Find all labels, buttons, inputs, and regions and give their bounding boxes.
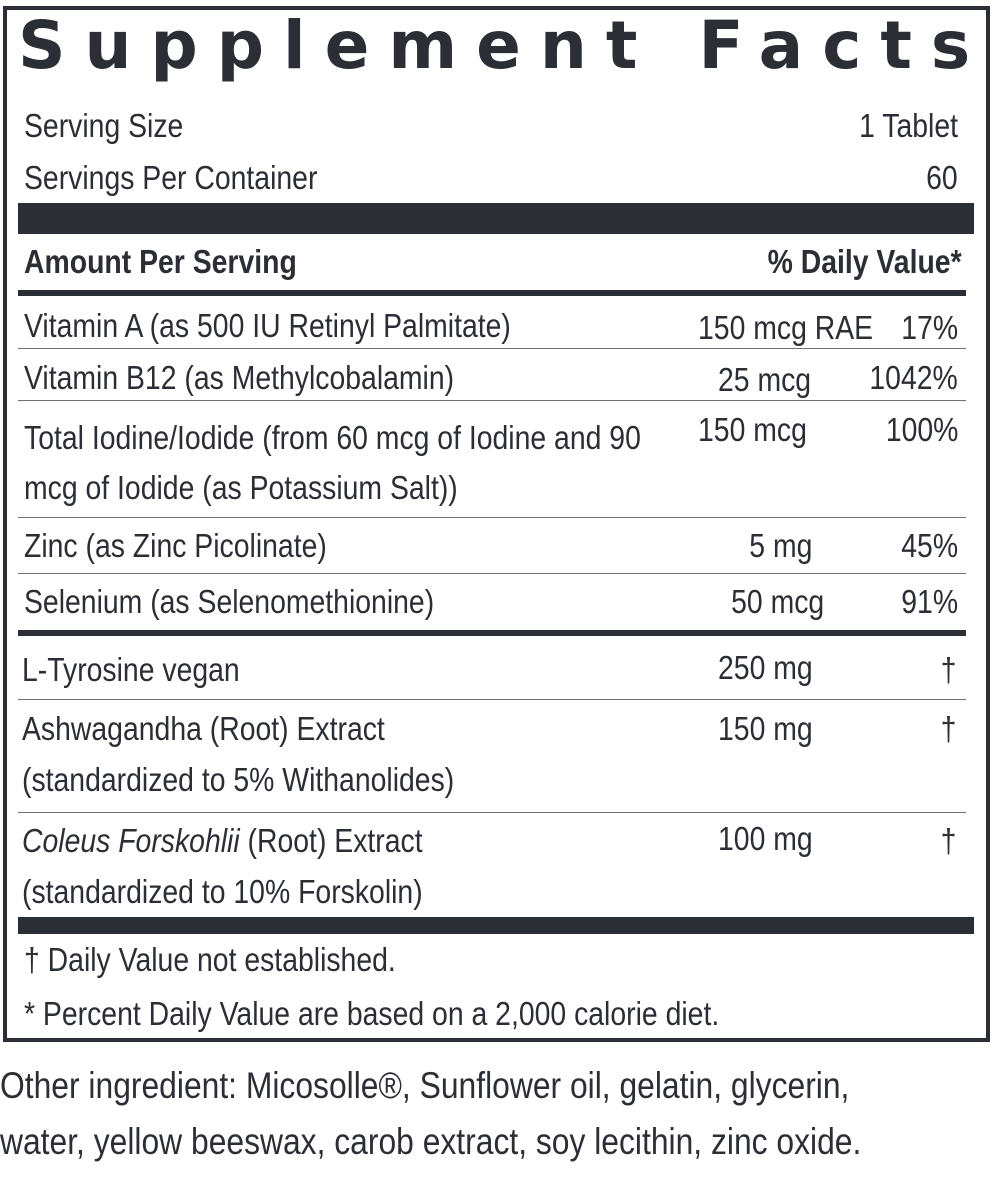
amount-per-serving-heading: Amount Per Serving (24, 243, 297, 280)
daily-value-heading: % Daily Value* (767, 243, 962, 280)
serving-size-value: 1 Tablet (859, 107, 958, 144)
other-ingredients-line2: water, yellow beeswax, carob extract, soy lecithin, zinc oxide. (0, 1121, 862, 1162)
nutrient-name: Selenium (as Selenomethionine) (24, 583, 435, 620)
nutrient-amount: 150 mcg (698, 411, 807, 448)
row-divider (18, 573, 966, 574)
ingredient-name-line2: (standardized to 5% Withanolides) (22, 761, 455, 798)
other-ingredients-line1: Other ingredient: Micosolle®, Sunflower oil, gelatin, glycerin, (0, 1065, 850, 1106)
row-divider (18, 348, 966, 349)
ingredient-daily-value: † (940, 651, 956, 688)
nutrient-daily-value: 91% (901, 583, 958, 620)
nutrient-daily-value: 100% (885, 411, 958, 448)
serving-size-label: Serving Size (24, 107, 184, 144)
thick-divider-bottom (18, 917, 974, 934)
nutrient-name: Vitamin A (as 500 IU Retinyl Palmitate) (24, 307, 511, 344)
row-divider (18, 517, 966, 518)
row-divider (18, 812, 966, 813)
row-divider (18, 400, 966, 401)
row-divider (18, 699, 966, 700)
ingredient-daily-value: † (940, 822, 956, 859)
nutrient-daily-value: 45% (901, 527, 958, 564)
ingredient-amount: 100 mg (718, 820, 813, 857)
nutrient-name: Zinc (as Zinc Picolinate) (24, 527, 327, 564)
nutrient-daily-value: 17% (901, 309, 958, 346)
nutrient-amount: 25 mcg (718, 361, 812, 398)
nutrient-name: Vitamin B12 (as Methylcobalamin) (24, 359, 455, 396)
nutrient-name-line2: mcg of Iodide (as Potassium Salt)) (24, 469, 458, 506)
thick-divider-top (18, 203, 974, 234)
ingredient-name (22, 815, 423, 867)
ingredient-name-line2: (standardized to 10% Forskolin) (22, 873, 423, 910)
ingredient-name-italic: Coleus Forskohlii (22, 822, 240, 859)
ingredient-name: Ashwagandha (Root) Extract (22, 710, 385, 747)
nutrient-amount: 150 mcg RAE (698, 309, 874, 346)
ingredient-daily-value: † (940, 710, 956, 747)
nutrient-daily-value: 1042% (869, 359, 958, 396)
nutrient-amount: 5 mg (748, 527, 812, 564)
section-divider (18, 630, 966, 636)
ingredient-name: L-Tyrosine vegan (22, 651, 240, 688)
footnote-percent: * Percent Daily Value are based on a 2,000 calorie diet. (24, 995, 720, 1032)
ingredient-amount: 250 mg (718, 649, 813, 686)
footnote-dagger: † Daily Value not established. (24, 941, 396, 978)
servings-per-container-label: Servings Per Container (24, 159, 318, 196)
ingredient-amount: 150 mg (718, 710, 813, 747)
header-divider (18, 290, 966, 296)
ingredient-name-rest: (Root) Extract (239, 822, 423, 859)
panel-title: Supplement Facts (18, 7, 990, 84)
nutrient-name: Total Iodine/Iodide (from 60 mcg of Iodine and 90 (24, 419, 641, 456)
servings-per-container-value: 60 (926, 159, 958, 196)
nutrient-amount: 50 mcg (730, 583, 824, 620)
